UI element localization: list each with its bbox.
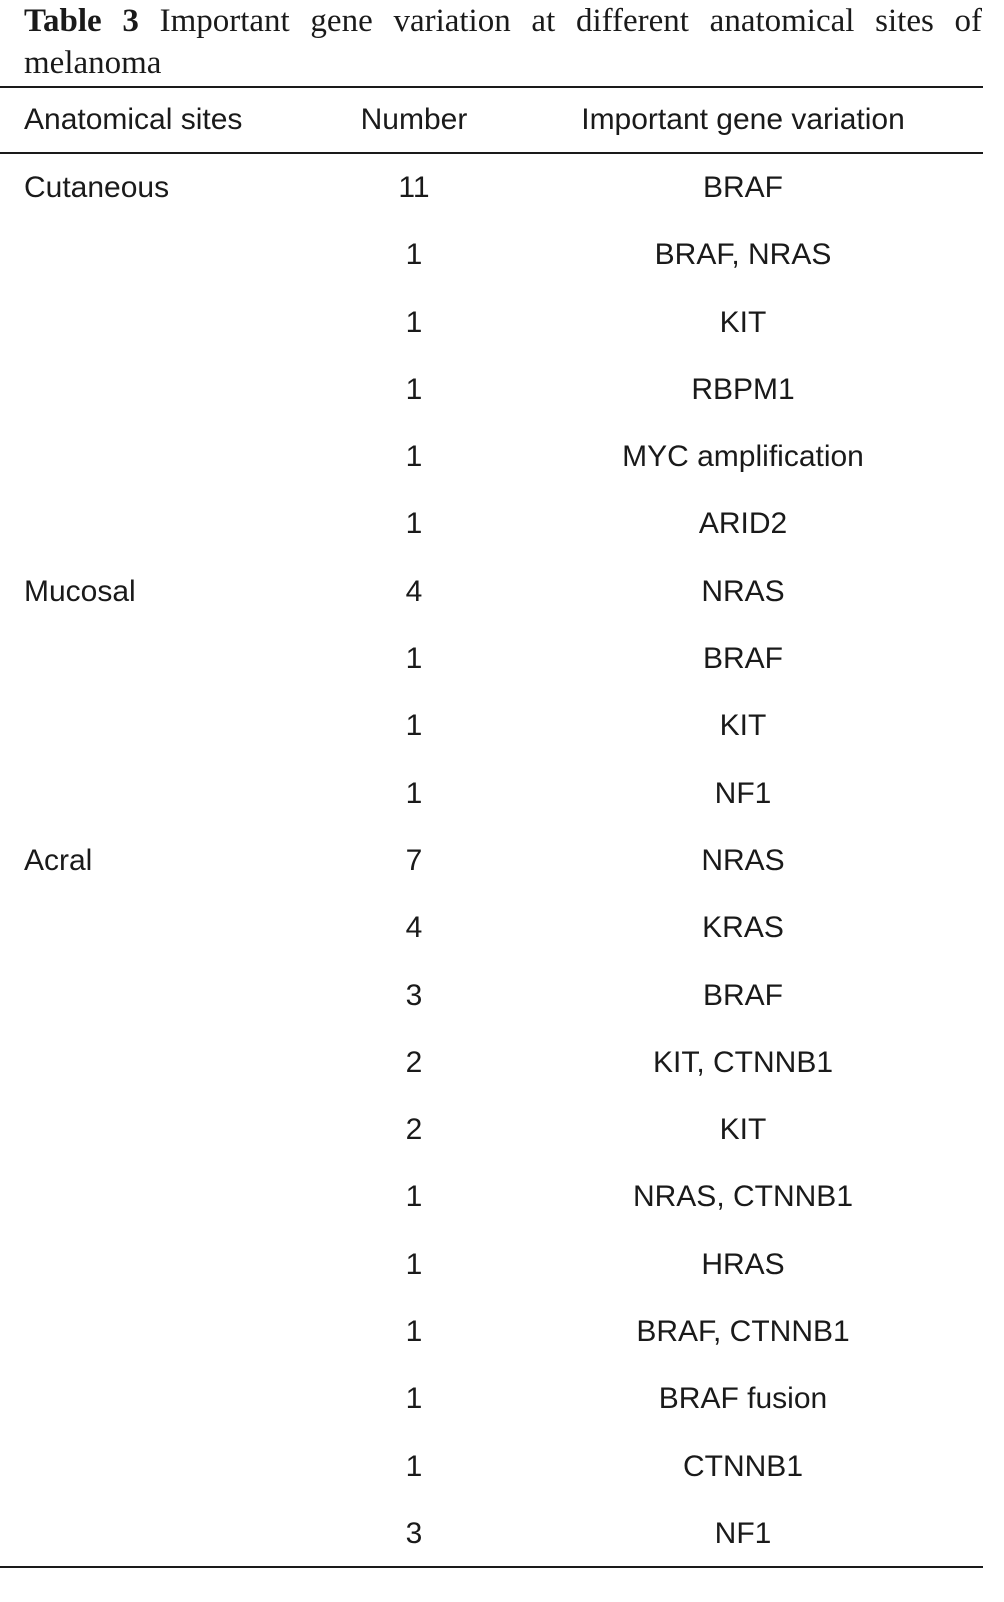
cell-gene-variation: NRAS, CTNNB1 xyxy=(632,1180,854,1214)
cell-number: 1 xyxy=(405,372,423,406)
cell-number: 1 xyxy=(405,642,423,676)
cell-gene-variation: KIT xyxy=(719,1113,767,1147)
table-row xyxy=(0,1500,983,1567)
table-row xyxy=(0,1163,983,1230)
cell-gene-variation: KRAS xyxy=(702,911,784,945)
cell-number: 1 xyxy=(405,1247,423,1281)
cell-gene-variation: BRAF xyxy=(702,171,783,204)
table-bottom-rule xyxy=(0,1566,983,1568)
table-row xyxy=(0,625,983,692)
header-gene-variation: Important gene variation xyxy=(581,103,905,136)
cell-gene-variation: CTNNB1 xyxy=(682,1449,803,1483)
cell-anatomical-site: Mucosal xyxy=(24,574,136,608)
table-row xyxy=(0,1365,983,1432)
table-row xyxy=(0,1433,983,1500)
table-body xyxy=(0,154,983,1567)
cell-number: 1 xyxy=(405,1382,423,1416)
cell-number: 7 xyxy=(405,843,423,877)
table-header-row xyxy=(0,98,983,142)
table-top-rule xyxy=(0,86,983,88)
cell-gene-variation: NRAS xyxy=(701,843,785,877)
cell-number: 1 xyxy=(405,1180,423,1214)
cell-gene-variation: KIT, CTNNB1 xyxy=(652,1045,834,1079)
cell-number: 2 xyxy=(405,1113,423,1147)
table-row xyxy=(0,962,983,1029)
cell-number: 11 xyxy=(398,171,430,204)
table-row xyxy=(0,289,983,356)
table-row xyxy=(0,1096,983,1163)
cell-gene-variation: BRAF fusion xyxy=(658,1382,828,1416)
cell-gene-variation: BRAF, NRAS xyxy=(654,238,832,272)
cell-gene-variation: MYC amplification xyxy=(622,440,864,474)
cell-number: 1 xyxy=(405,305,423,339)
cell-number: 1 xyxy=(405,507,423,541)
cell-number: 2 xyxy=(405,1045,423,1079)
cell-gene-variation: KIT xyxy=(719,709,767,743)
cell-gene-variation: BRAF xyxy=(702,642,783,676)
header-number: Number xyxy=(360,103,468,136)
table-row xyxy=(0,692,983,759)
cell-gene-variation: ARID2 xyxy=(698,507,788,541)
table-row xyxy=(0,490,983,557)
cell-number: 1 xyxy=(405,1315,423,1349)
cell-anatomical-site: Acral xyxy=(24,843,93,877)
table-row xyxy=(0,558,983,625)
cell-number: 1 xyxy=(405,709,423,743)
cell-gene-variation: RBPM1 xyxy=(691,372,795,406)
cell-number: 4 xyxy=(405,911,423,945)
table-caption xyxy=(24,0,982,84)
cell-number: 1 xyxy=(405,1449,423,1483)
cell-gene-variation: HRAS xyxy=(701,1247,785,1281)
cell-gene-variation: BRAF, CTNNB1 xyxy=(636,1315,850,1349)
table-row xyxy=(0,827,983,894)
table-row xyxy=(0,356,983,423)
cell-number: 1 xyxy=(405,440,423,474)
table-row xyxy=(0,423,983,490)
table-caption-text: Important gene variation at different anatomical sites of melanoma xyxy=(24,3,983,81)
cell-number: 4 xyxy=(405,574,423,608)
table-row xyxy=(0,1029,983,1096)
table-row xyxy=(0,221,983,288)
cell-gene-variation: NF1 xyxy=(714,1516,772,1550)
cell-number: 3 xyxy=(405,978,423,1012)
cell-gene-variation: NRAS xyxy=(701,574,785,608)
table-row xyxy=(0,1298,983,1365)
table-row xyxy=(0,760,983,827)
cell-gene-variation: NF1 xyxy=(714,776,772,810)
cell-gene-variation: BRAF xyxy=(702,978,783,1012)
table-row xyxy=(0,154,983,221)
cell-number: 1 xyxy=(405,238,423,272)
cell-number: 3 xyxy=(405,1516,423,1550)
cell-number: 1 xyxy=(405,776,423,810)
table-row xyxy=(0,1231,983,1298)
header-anatomical-sites: Anatomical sites xyxy=(24,103,243,136)
cell-gene-variation: KIT xyxy=(719,305,767,339)
table-caption-label: Table 3 xyxy=(24,3,139,39)
cell-anatomical-site: Cutaneous xyxy=(24,171,170,204)
table-row xyxy=(0,894,983,961)
